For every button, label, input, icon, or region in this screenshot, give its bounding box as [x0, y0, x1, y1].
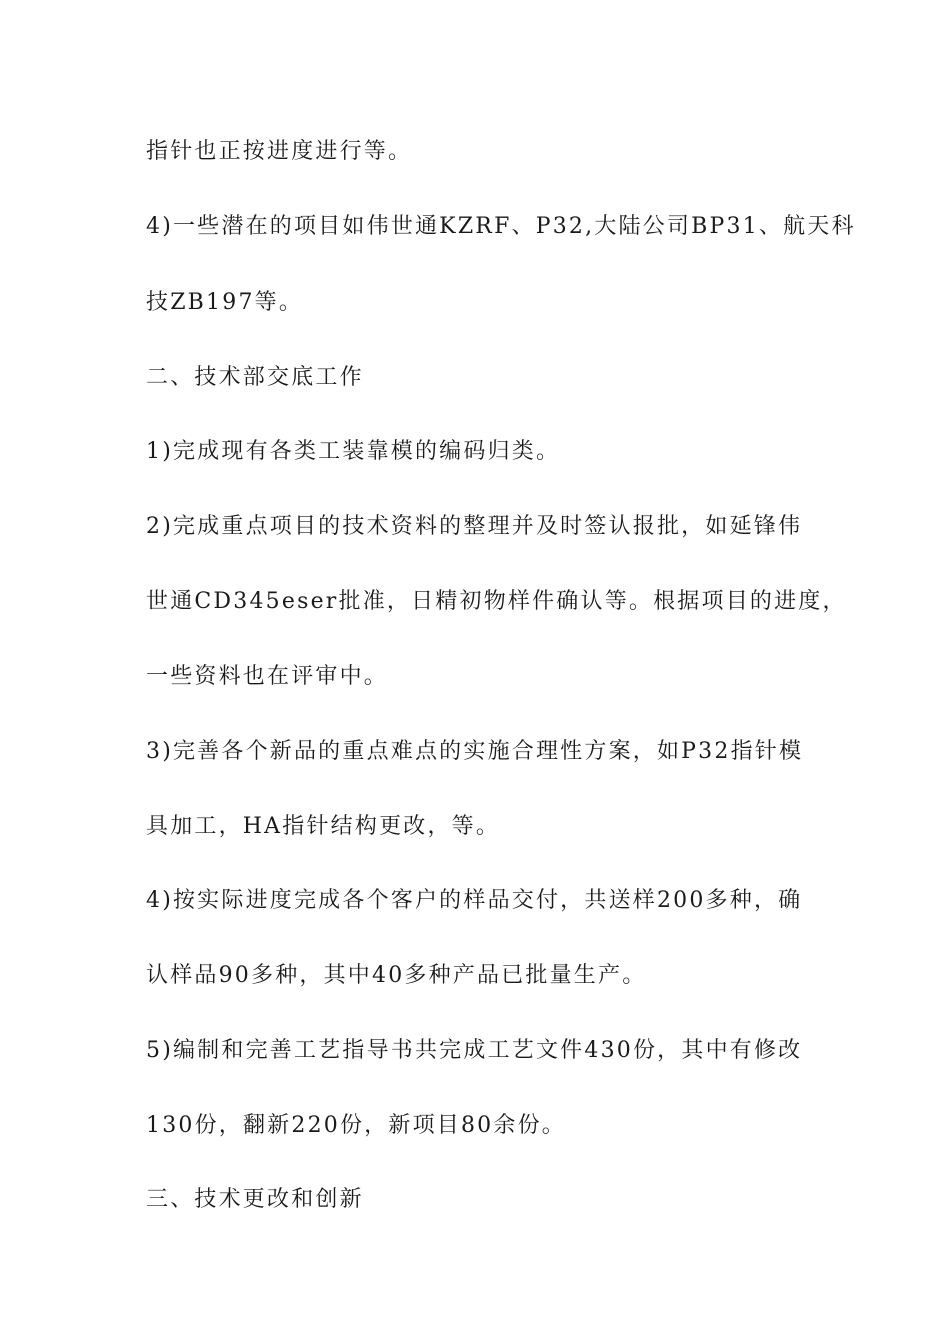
text-line: 指针也正按进度进行等。: [146, 139, 413, 164]
text-line: 130份，翻新220份，新项目80余份。: [146, 1113, 566, 1138]
text-line: 具加工，HA指针结构更改，等。: [146, 814, 501, 839]
text-line: 世通CD345eser批准，日精初物样件确认等。根据项目的进度，: [146, 589, 847, 614]
text-line: 1)完成现有各类工装靠模的编码归类。: [146, 439, 561, 464]
text-line: 技ZB197等。: [146, 290, 304, 315]
text-line: 4)按实际进度完成各个客户的样品交付，共送样200多种，确: [146, 888, 803, 913]
section-heading: 三、技术更改和创新: [146, 1187, 364, 1212]
text-line: 3)完善各个新品的重点难点的实施合理性方案，如P32指针模: [146, 739, 804, 764]
text-line: 认样品90多种，其中40多种产品已批量生产。: [146, 963, 647, 988]
text-line: 一些资料也在评审中。: [146, 664, 389, 689]
text-line: 2)完成重点项目的技术资料的整理并及时签认报批，如延锋伟: [146, 514, 803, 539]
section-heading: 二、技术部交底工作: [146, 365, 364, 390]
text-line: 4)一些潜在的项目如伟世通KZRF、P32,大陆公司BP31、航天科: [146, 214, 856, 239]
text-line: 5)编制和完善工艺指导书共完成工艺文件430份，其中有修改: [146, 1038, 803, 1063]
